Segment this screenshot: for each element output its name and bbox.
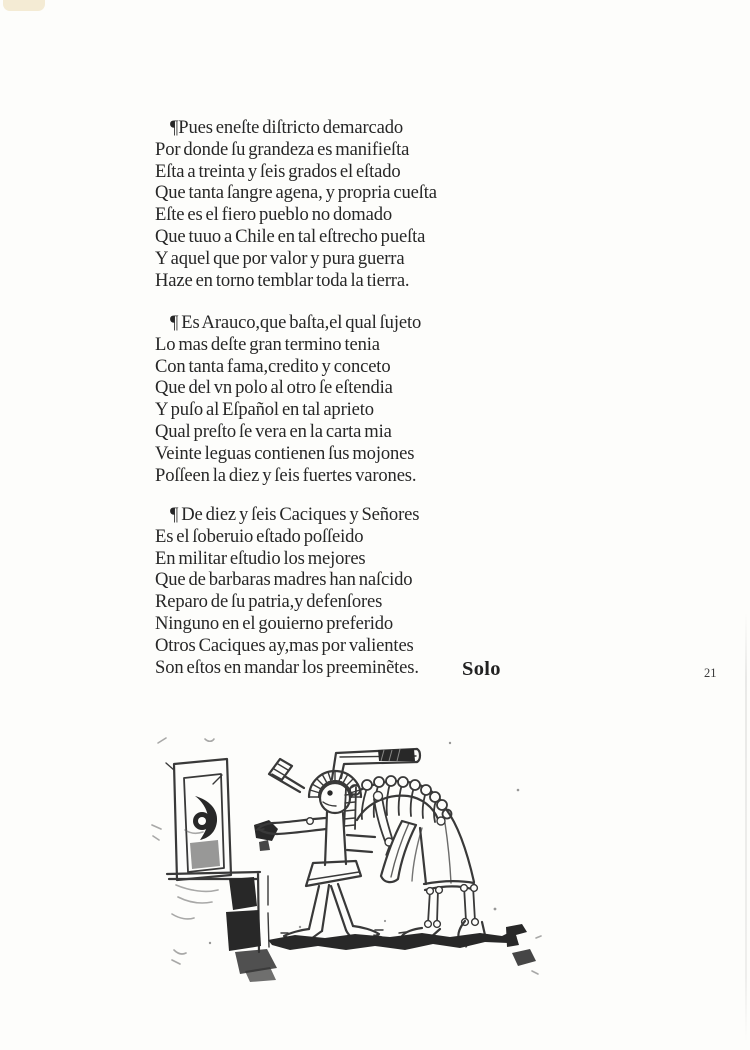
page-number: 21 xyxy=(704,666,717,680)
poem-line: En militar eſtudio los mejores xyxy=(155,547,366,569)
altar-pedestal xyxy=(167,872,277,982)
poem-line: Con tanta fama,credito y conceto xyxy=(155,355,391,377)
poem-line: Qual preſto ſe vera en la carta mia xyxy=(155,420,392,442)
scan-stain-top-left xyxy=(3,0,45,11)
eye-panel xyxy=(166,759,231,880)
poem-line: Por donde ſu grandeza es manifieſta xyxy=(155,138,410,160)
poem-stanza-2 xyxy=(155,312,535,486)
poem-stanza-1 xyxy=(155,117,535,291)
poem-line: Poſſeen la diez y ſeis fuertes varones. xyxy=(155,464,417,486)
poem-line: Eſte es el fiero pueblo no domado xyxy=(155,204,392,226)
poem-line: Que tanta ſangre agena, y propria cueſta xyxy=(155,182,437,204)
poem-line: Reparo de ſu patria,y defenſores xyxy=(155,591,383,613)
scan-edge-artifact xyxy=(745,612,747,1042)
poem-line: Lo mas deſte gran termino tenia xyxy=(155,333,380,355)
codex-woodcut-illustration xyxy=(150,733,545,985)
poem-line: Otros Caciques ay,mas por valientes xyxy=(155,634,414,656)
poem-line: Son eſtos en mandar los preeminẽtes. xyxy=(155,656,419,678)
poem-line: Que del vn polo al otro ſe eſtendia xyxy=(155,377,393,399)
poem-line: Haze en torno temblar toda la tierra. xyxy=(155,269,410,291)
poem-line: Y puſo al Eſpañol en tal aprieto xyxy=(155,399,374,421)
poem-line: ¶Pues eneſte diſtricto demarcado xyxy=(170,117,404,138)
poem-line: Veinte leguas contienen ſus mojones xyxy=(155,442,415,464)
poem-line: ¶ Es Arauco,que baſta,el qual ſujeto xyxy=(170,312,422,333)
poem-stanza-3 xyxy=(155,504,535,678)
bowing-figure xyxy=(350,776,485,947)
woodcut-svg xyxy=(150,733,545,985)
poem-line: Y aquel que por valor y pura guerra xyxy=(155,247,405,269)
poem-line: Que tuuo a Chile en tal eſtrecho pueſta xyxy=(155,225,426,247)
catchword: Solo xyxy=(462,658,501,680)
ink-ground-stain xyxy=(268,924,541,974)
hatched-banner xyxy=(269,759,304,792)
feather-plumes xyxy=(332,749,420,779)
poem-line: Que de barbaras madres han naſcido xyxy=(155,569,413,591)
poem-line: ¶ De diez y ſeis Caciques y Señores xyxy=(170,504,420,525)
poem-line: Ninguno en el gouierno preferido xyxy=(155,612,394,634)
poem-line: Eſta a treinta y ſeis grados el eſtado xyxy=(155,160,401,182)
poem-line: Es el ſoberuio eſtado poſſeido xyxy=(155,525,364,547)
